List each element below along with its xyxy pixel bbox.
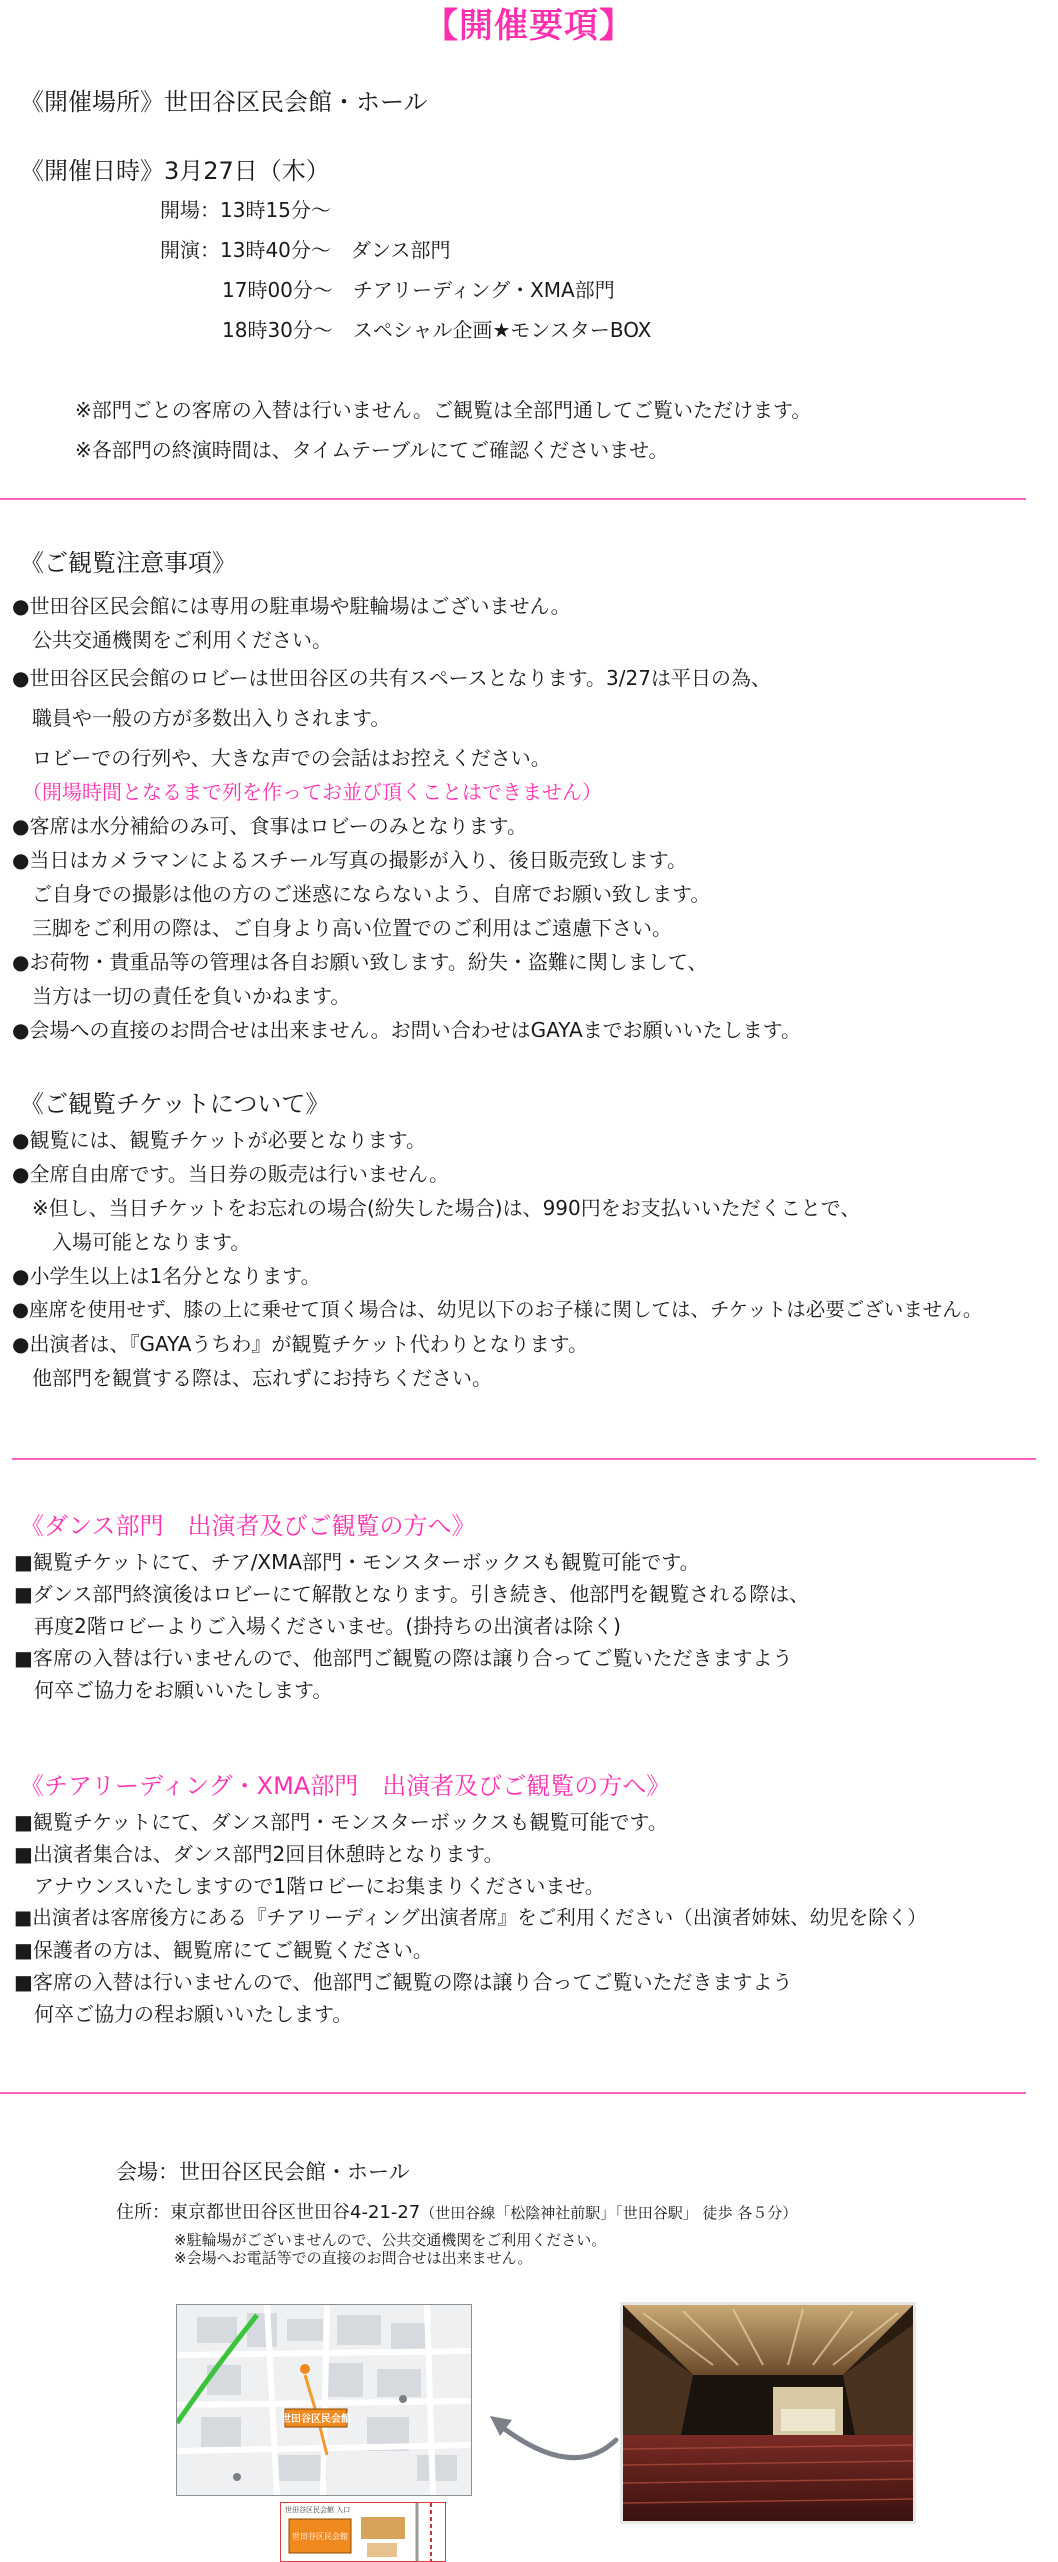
section-divider (0, 498, 1026, 500)
dance-line: ■観覧チケットにて、チア/XMA部門・モンスターボックスも観覧可能です。 (14, 1550, 700, 1574)
cheer-heading: 《チアリーディング・XMA部門 出演者及びご観覧の方へ》 (20, 1772, 671, 1800)
precaution-line: 三脚をご利用の際は、ご自身より高い位置でのご利用はご遠慮下さい。 (12, 916, 672, 940)
ticket-line: ●小学生以上は1名分となります。 (12, 1264, 321, 1288)
cheer-line: 何卒ご協力の程お願いいたします。 (14, 2002, 353, 2026)
schedule-cheer: 17時00分〜 チアリーディング・XMA部門 (222, 278, 615, 302)
precaution-line: ●世田谷区民会館のロビーは世田谷区の共有スペースとなります。3/27は平日の為、 (12, 666, 771, 690)
access-note: ※駐輪場がございませんので、公共交通機関をご利用ください。 (174, 2231, 607, 2249)
tickets-heading: 《ご観覧チケットについて》 (20, 1090, 330, 1118)
precaution-line: ●会場への直接のお問合せは出来ません。お問い合わせはGAYAまでお願いいたします。 (12, 1018, 802, 1042)
precaution-line: ご自身での撮影は他の方のご迷惑にならないよう、自席でお願い致します。 (12, 882, 711, 906)
precaution-line: ●当日はカメラマンによるスチール写真の撮影が入り、後日販売致します。 (12, 848, 688, 872)
section-divider (12, 1458, 1036, 1460)
dance-line: ■ダンス部門終演後はロビーにて解散となります。引き続き、他部門を観覧される際は、 (14, 1582, 810, 1606)
precaution-line: ●お荷物・貴重品等の管理は各自お願い致します。紛失・盗難に関しまして、 (12, 950, 708, 974)
hall-photo-drawing (623, 2305, 913, 2521)
access-address-row (116, 2198, 797, 2224)
curved-arrow-icon (482, 2396, 622, 2466)
map-venue-label: 世田谷区民会館 (281, 2414, 351, 2425)
precaution-line: ●客席は水分補給のみ可、食事はロビーのみとなります。 (12, 814, 528, 838)
entrance-label: 世田谷区民会館 入口 (285, 2506, 351, 2514)
precaution-line: 職員や一般の方が多数出入りされます。 (12, 706, 391, 730)
cheer-line: アナウンスいたしますので1階ロビーにお集まりくださいませ。 (14, 1874, 605, 1898)
dance-line: 再度2階ロビーよりご入場くださいませ。(掛持ちの出演者は除く) (14, 1614, 621, 1638)
schedule-open: 開場：13時15分〜 (160, 198, 331, 222)
hall-photo (620, 2302, 916, 2524)
precautions-heading: 《ご観覧注意事項》 (20, 549, 236, 577)
access-stations: （世田谷線「松陰神社前駅」「世田谷駅」 徒歩 各５分） (420, 2204, 798, 2222)
ticket-line: ●出演者は、『GAYAうちわ』が観覧チケット代わりとなります。 (12, 1332, 589, 1356)
ticket-line: ※但し、当日チケットをお忘れの場合(紛失した場合)は、990円をお支払いいただくことで、 (12, 1196, 861, 1220)
cheer-line: ■客席の入替は行いませんので、他部門ご観覧の際は譲り合ってご覧いただきますよう (14, 1970, 793, 1994)
ticket-line: 他部門を観賞する際は、忘れずにお持ちください。 (12, 1366, 492, 1390)
page-title: 【開催要項】 (424, 6, 634, 46)
cheer-line: ■出演者は客席後方にある『チアリーディング出演者席』をご利用ください（出演者姉妹、幼児を除く） (14, 1906, 927, 1929)
access-address: 住所：東京都世田谷区世田谷4-21-27 (116, 2202, 421, 2223)
precaution-line: ロビーでの行列や、大きな声での会話はお控えください。 (12, 746, 551, 770)
event-note: ※各部門の終演時間は、タイムテーブルにてご確認くださいませ。 (75, 438, 669, 462)
cheer-line: ■観覧チケットにて、ダンス部門・モンスターボックスも観覧可能です。 (14, 1810, 668, 1834)
date-line: 《開催日時》3月27日（木） (20, 157, 330, 185)
map-drawing (177, 2305, 471, 2495)
schedule-monster: 18時30分〜 スペシャル企画★モンスターBOX (222, 318, 652, 342)
section-divider (0, 2092, 1026, 2094)
area-map (176, 2304, 472, 2496)
ticket-line: ●全席自由席です。当日券の販売は行いません。 (12, 1162, 450, 1186)
cheer-line: ■保護者の方は、観覧席にてご観覧ください。 (14, 1938, 433, 1962)
ticket-line: 入場可能となります。 (12, 1230, 251, 1254)
ticket-line: ●観覧には、観覧チケットが必要となります。 (12, 1128, 427, 1152)
access-venue: 会場：世田谷区民会館・ホール (116, 2160, 410, 2184)
schedule-dance: 開演：13時40分〜 ダンス部門 (160, 238, 451, 262)
dance-line: 何卒ご協力をお願いいたします。 (14, 1678, 333, 1702)
access-note: ※会場へお電話等での直接のお問合せは出来ません。 (174, 2249, 533, 2267)
venue-line: 《開催場所》世田谷区民会館・ホール (20, 88, 428, 116)
dance-line: ■客席の入替は行いませんので、他部門ご観覧の際は譲り合ってご覧いただきますよう (14, 1646, 793, 1670)
dance-heading: 《ダンス部門 出演者及びご観覧の方へ》 (20, 1512, 476, 1540)
entrance-hall-label: 世田谷区民会館 (292, 2532, 348, 2541)
ticket-line: ●座席を使用せず、膝の上に乗せて頂く場合は、幼児以下のお子様に関しては、チケットは必要ございません。 (12, 1298, 983, 1321)
entrance-drawing (281, 2503, 445, 2561)
event-note: ※部門ごとの客席の入替は行いません。ご観覧は全部門通してご覧いただけます。 (75, 398, 812, 422)
precaution-line-highlight: （開場時間となるまで列を作ってお並び頂くことはできません） (12, 780, 602, 804)
cheer-line: ■出演者集合は、ダンス部門2回目休憩時となります。 (14, 1842, 504, 1866)
precaution-line: 公共交通機関をご利用ください。 (12, 628, 332, 652)
entrance-map (280, 2502, 446, 2562)
precaution-line: ●世田谷区民会館には専用の駐車場や駐輪場はございません。 (12, 594, 571, 618)
precaution-line: 当方は一切の責任を負いかねます。 (12, 984, 351, 1008)
